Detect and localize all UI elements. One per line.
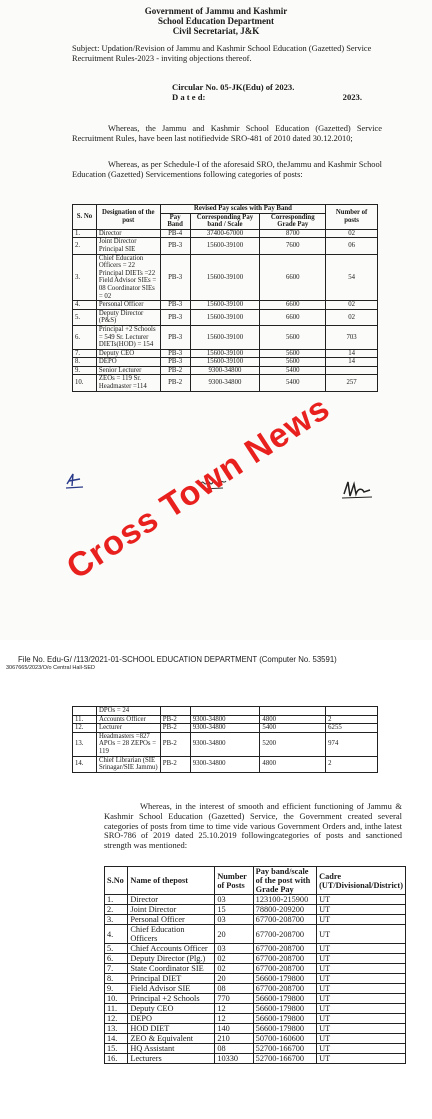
col-header-pay-band: Pay band/scale of the post with Grade Pay (253, 867, 316, 895)
cell-number-of-posts: 20 (215, 925, 253, 944)
cell-post-name: State Coordinator SIE (128, 964, 215, 974)
table-row (73, 366, 378, 375)
cell-designation: Personal Officer (96, 301, 160, 310)
cell-pay-band: PB-2 (160, 375, 190, 391)
table-row (105, 915, 406, 925)
col-header-cadre: Cadre (UT/Divisional/District) (317, 867, 406, 895)
cell-designation: Headmasters =827 APOs = 28 ZEPOs = 119 (96, 732, 160, 756)
cell-pay-band: PB-3 (160, 238, 190, 254)
col-header-grade-pay: Corresponding Grade Pay (260, 213, 326, 229)
cell-number-of-posts: 974 (326, 732, 378, 756)
cell-post-name: Chief Accounts Officer (128, 944, 215, 954)
paragraph-whereas-1: Whereas, the Jammu and Kashmir School Education (Gazetted) Service Recruitment Rules, have been last notifiedvide SRO-481 of 2010 dated 30.12.2010; (72, 124, 382, 143)
cell-sno: 5. (105, 944, 128, 954)
cell-pay-band: 78800-209200 (253, 905, 316, 915)
circular-number: Circular No. 05-JK(Edu) of 2023. (172, 82, 295, 92)
table-row (105, 1054, 406, 1064)
col-header-designation: Designation of the post (96, 205, 160, 230)
cell-grade-pay: 5600 (260, 349, 326, 358)
cell-number-of-posts: 2 (326, 715, 378, 724)
cell-number-of-posts: 2 (326, 756, 378, 772)
cell-number-of-posts: 12 (215, 1004, 253, 1014)
cell-grade-pay: 8700 (260, 229, 326, 238)
carryover-cell: DPOs = 24 (96, 707, 160, 716)
cell-pay-band: 56600-179800 (253, 1024, 316, 1034)
schedule-1-posts-table-continued (72, 706, 378, 773)
cell-number-of-posts: 03 (215, 944, 253, 954)
cell-designation: DEPO (96, 358, 160, 367)
cell-number-of-posts: 02 (215, 954, 253, 964)
cell-cadre: UT (317, 994, 406, 1004)
cell-sno: 1. (73, 229, 97, 238)
cell-pay-band: 56600-179800 (253, 1004, 316, 1014)
cell-number-of-posts: 210 (215, 1034, 253, 1044)
cell-pay-band: PB-3 (160, 349, 190, 358)
table-row (105, 964, 406, 974)
cell-sno: 4. (73, 301, 97, 310)
header-line-1: Government of Jammu and Kashmir (144, 6, 288, 16)
col-header-pay-band: Pay Band (160, 213, 190, 229)
cell-scale: 15600-39100 (190, 238, 260, 254)
table-row (105, 1024, 406, 1034)
file-number-line: File No. Edu-G/ /113/2021-01-SCHOOL EDUCATION DEPARTMENT (Computer No. 53591) (18, 655, 337, 664)
cell-sno: 3. (73, 254, 97, 301)
cell-sno: 5. (73, 309, 97, 325)
table-row (73, 229, 378, 238)
cell-grade-pay: 5200 (260, 732, 326, 756)
cell-pay-band: PB-2 (160, 366, 190, 375)
cell-cadre: UT (317, 895, 406, 905)
cell-post-name: Principal DIET (128, 974, 215, 984)
cell-pay-band: 67700-208700 (253, 964, 316, 974)
cell-pay-band: PB-4 (160, 229, 190, 238)
cell-number-of-posts: 20 (215, 974, 253, 984)
cell-pay-band: PB-2 (160, 715, 190, 724)
table-row (105, 925, 406, 944)
cell-scale: 9300-34800 (190, 715, 260, 724)
cell-pay-band: 123100-215900 (253, 895, 316, 905)
table-row (105, 984, 406, 994)
cell-pay-band: 67700-208700 (253, 984, 316, 994)
table-row (73, 309, 378, 325)
cell-number-of-posts: 08 (215, 1044, 253, 1054)
cell-scale: 9300-34800 (190, 366, 260, 375)
header-line-2: School Education Department (157, 16, 274, 26)
header-line-3: Civil Secretariat, J&K (172, 26, 260, 36)
cell-designation: Director (96, 229, 160, 238)
cell-pay-band: PB-3 (160, 254, 190, 301)
cell-sno: 7. (73, 349, 97, 358)
cell-sno: 4. (105, 925, 128, 944)
cell-pay-band: 56600-179800 (253, 974, 316, 984)
table-row (73, 756, 378, 772)
cell-designation: Deputy CEO (96, 349, 160, 358)
col-header-number-of-posts: Number of posts (326, 205, 378, 230)
cell-pay-band: 56600-179800 (253, 994, 316, 1004)
cell-scale: 37400-67000 (190, 229, 260, 238)
cell-scale: 9300-34800 (190, 732, 260, 756)
cell-grade-pay: 4800 (260, 756, 326, 772)
cell-designation: Senior Lecturer (96, 366, 160, 375)
cell-number-of-posts: 06 (326, 238, 378, 254)
cell-number-of-posts: 03 (215, 895, 253, 905)
cell-post-name: Principal +2 Schools (128, 994, 215, 1004)
cell-cadre: UT (317, 1044, 406, 1054)
cell-sno: 13. (105, 1024, 128, 1034)
sro-786-posts-table (104, 866, 406, 1064)
cell-cadre: UT (317, 905, 406, 915)
cell-pay-band: 67700-208700 (253, 954, 316, 964)
cell-scale: 15600-39100 (190, 309, 260, 325)
cell-number-of-posts: 12 (215, 1014, 253, 1024)
cell-number-of-posts: 14 (326, 358, 378, 367)
cell-number-of-posts: 14 (326, 349, 378, 358)
cell-sno: 10. (73, 375, 97, 391)
cell-sno: 2. (105, 905, 128, 915)
cell-cadre: UT (317, 964, 406, 974)
cell-post-name: Field Advisor SIE (128, 984, 215, 994)
cell-cadre: UT (317, 984, 406, 994)
table-header-row (73, 205, 378, 214)
cell-post-name: HOD DIET (128, 1024, 215, 1034)
cell-sno: 2. (73, 238, 97, 254)
cell-grade-pay: 5400 (260, 724, 326, 733)
cell-number-of-posts: 02 (326, 309, 378, 325)
cell-designation: Joint Director Principal SIE (96, 238, 160, 254)
watermark-text: Cross Town News (60, 388, 337, 587)
cell-sno: 8. (73, 358, 97, 367)
cell-designation: Accounts Officer (96, 715, 160, 724)
cell-cadre: UT (317, 944, 406, 954)
schedule-1-posts-table (72, 204, 378, 392)
cell-cadre: UT (317, 974, 406, 984)
cell-cadre: UT (317, 1014, 406, 1024)
cell-pay-band: 52700-166700 (253, 1054, 316, 1064)
table-row (73, 238, 378, 254)
cell-number-of-posts: 03 (215, 915, 253, 925)
cell-sno: 15. (105, 1044, 128, 1054)
cell-number-of-posts: 15 (215, 905, 253, 915)
cell-pay-band: PB-2 (160, 724, 190, 733)
cell-cadre: UT (317, 925, 406, 944)
cell-pay-band: PB-3 (160, 325, 190, 349)
cell-sno: 14. (105, 1034, 128, 1044)
cell-grade-pay: 7600 (260, 238, 326, 254)
cell-sno: 7. (105, 964, 128, 974)
cell-number-of-posts: 140 (215, 1024, 253, 1034)
cell-sno: 9. (73, 366, 97, 375)
cell-cadre: UT (317, 954, 406, 964)
cell-cadre: UT (317, 1054, 406, 1064)
cell-designation: Chief Education Officers = 22 Principal DIETs =22 Field Advisor SIEs = 08 Coordinator SIEs = 02 (96, 254, 160, 301)
cell-designation: Deputy Director (P&S) (96, 309, 160, 325)
cell-scale: 9300-34800 (190, 375, 260, 391)
cell-grade-pay: 6600 (260, 254, 326, 301)
dated-label: D a t e d: (172, 92, 206, 102)
cell-pay-band: 67700-208700 (253, 925, 316, 944)
cell-post-name: Deputy Director (Plg.) (128, 954, 215, 964)
cell-pay-band: 67700-208700 (253, 944, 316, 954)
cell-post-name: Joint Director (128, 905, 215, 915)
cell-sno: 12. (105, 1014, 128, 1024)
col-header-sno: S.No (105, 867, 128, 895)
cell-sno: 6. (73, 325, 97, 349)
table-row (105, 1034, 406, 1044)
cell-grade-pay: 5400 (260, 366, 326, 375)
table-row (73, 375, 378, 391)
subject-line: Subject: Updation/Revision of Jammu and Kashmir School Education (Gazetted) Service Recruitment Rules-2023 - inviting objections thereof. (72, 44, 372, 63)
cell-designation: ZEOs = 119 Sr. Headmaster =114 (96, 375, 160, 391)
table-row (73, 325, 378, 349)
col-header-sno: S. No (73, 205, 97, 230)
signature-initial-right-icon (340, 478, 374, 502)
cell-sno: 1. (105, 895, 128, 905)
cell-grade-pay: 4800 (260, 715, 326, 724)
cell-pay-band: 52700-166700 (253, 1044, 316, 1054)
cell-post-name: Deputy CEO (128, 1004, 215, 1014)
col-header-number-of-posts: Number of Posts (215, 867, 253, 895)
table-row (73, 707, 378, 716)
table-row (105, 954, 406, 964)
cell-cadre: UT (317, 915, 406, 925)
circular-number-block (172, 82, 362, 102)
file-reference-line: 3067665/2023/O/o Central Hall-SED (6, 665, 95, 671)
col-header-post-name: Name of thepost (128, 867, 215, 895)
table-row (105, 895, 406, 905)
paragraph-whereas-2: Whereas, as per Schedule-I of the aforesaid SRO, theJammu and Kashmir School Education (Gazetted) Servicementions following categories of posts: (72, 160, 382, 179)
table-header-row (105, 867, 406, 895)
cell-pay-band: 67700-208700 (253, 915, 316, 925)
table-row (73, 732, 378, 756)
cell-sno: 13. (73, 732, 97, 756)
cell-number-of-posts: 02 (326, 301, 378, 310)
table-row (105, 1004, 406, 1014)
cell-pay-band: 56600-179800 (253, 1014, 316, 1024)
cell-post-name: Personal Officer (128, 915, 215, 925)
cell-cadre: UT (317, 1004, 406, 1014)
table-row (73, 349, 378, 358)
cell-sno: 6. (105, 954, 128, 964)
cell-scale: 9300-34800 (190, 756, 260, 772)
cell-post-name: HQ Assistant (128, 1044, 215, 1054)
cell-number-of-posts: 10330 (215, 1054, 253, 1064)
table-row (73, 358, 378, 367)
cell-grade-pay: 5400 (260, 375, 326, 391)
cell-number-of-posts: 257 (326, 375, 378, 391)
cell-grade-pay: 5600 (260, 325, 326, 349)
table-row (105, 944, 406, 954)
cell-designation: Chief Librarian (SIE Srinagar/SIE Jammu) (96, 756, 160, 772)
cell-grade-pay: 6600 (260, 309, 326, 325)
table-row (105, 1044, 406, 1054)
cell-sno: 11. (73, 715, 97, 724)
cell-number-of-posts: 770 (215, 994, 253, 1004)
cell-pay-band: PB-3 (160, 301, 190, 310)
cell-grade-pay: 5600 (260, 358, 326, 367)
cell-number-of-posts: 6255 (326, 724, 378, 733)
cell-cadre: UT (317, 1024, 406, 1034)
cell-post-name: Director (128, 895, 215, 905)
cell-scale: 15600-39100 (190, 358, 260, 367)
cell-sno: 10. (105, 994, 128, 1004)
cell-sno: 12. (73, 724, 97, 733)
col-header-revised-pay: Revised Pay scales with Pay Band (160, 205, 326, 214)
cell-sno: 3. (105, 915, 128, 925)
cell-number-of-posts: 703 (326, 325, 378, 349)
cell-post-name: Lecturers (128, 1054, 215, 1064)
cell-grade-pay: 6600 (260, 301, 326, 310)
table-row (105, 974, 406, 984)
table-row (105, 994, 406, 1004)
cell-pay-band: 50700-160600 (253, 1034, 316, 1044)
table-row (105, 905, 406, 915)
cell-designation: Principal +2 Schools = 549 Sr. Lecturer DIETs(HOD) = 154 (96, 325, 160, 349)
signature-initial-left-icon (64, 470, 86, 490)
cell-number-of-posts: 54 (326, 254, 378, 301)
cell-sno: 11. (105, 1004, 128, 1014)
table-row (73, 301, 378, 310)
circular-page-2 (0, 648, 432, 1119)
cell-scale: 15600-39100 (190, 349, 260, 358)
cell-number-of-posts: 02 (215, 964, 253, 974)
cell-pay-band: PB-3 (160, 358, 190, 367)
paragraph-whereas-3: Whereas, in the interest of smooth and efficient functioning of Jammu & Kashmir School Education (Gazetted) Service, the Government created several categories of posts from time to time vide various Government Orders and, inthe latest SRO-786 of 2019 dated 25.10.2019 followingcategories of posts and sanctioned strength was mentioned: (104, 801, 402, 851)
cell-pay-band: PB-3 (160, 309, 190, 325)
cell-designation: Lecturer (96, 724, 160, 733)
cell-cadre: UT (317, 1034, 406, 1044)
cell-pay-band: PB-2 (160, 756, 190, 772)
dated-year: 2023. (342, 92, 362, 102)
cell-scale: 15600-39100 (190, 301, 260, 310)
table-row (105, 1014, 406, 1024)
cell-number-of-posts: 08 (215, 984, 253, 994)
table-row (73, 724, 378, 733)
col-header-scale: Corresponding Pay band / Scale (190, 213, 260, 229)
cell-post-name: Chief Education Officers (128, 925, 215, 944)
table-row (73, 254, 378, 301)
cell-pay-band: PB-2 (160, 732, 190, 756)
cell-scale: 15600-39100 (190, 254, 260, 301)
cell-number-of-posts (326, 366, 378, 375)
cell-sno: 8. (105, 974, 128, 984)
cell-post-name: DEPO (128, 1014, 215, 1024)
cell-scale: 15600-39100 (190, 325, 260, 349)
cell-number-of-posts: 02 (326, 229, 378, 238)
table-row (73, 715, 378, 724)
cell-post-name: ZEO & Equivalent (128, 1034, 215, 1044)
cell-sno: 14. (73, 756, 97, 772)
cell-sno: 16. (105, 1054, 128, 1064)
cell-sno: 9. (105, 984, 128, 994)
cell-scale: 9300-34800 (190, 724, 260, 733)
